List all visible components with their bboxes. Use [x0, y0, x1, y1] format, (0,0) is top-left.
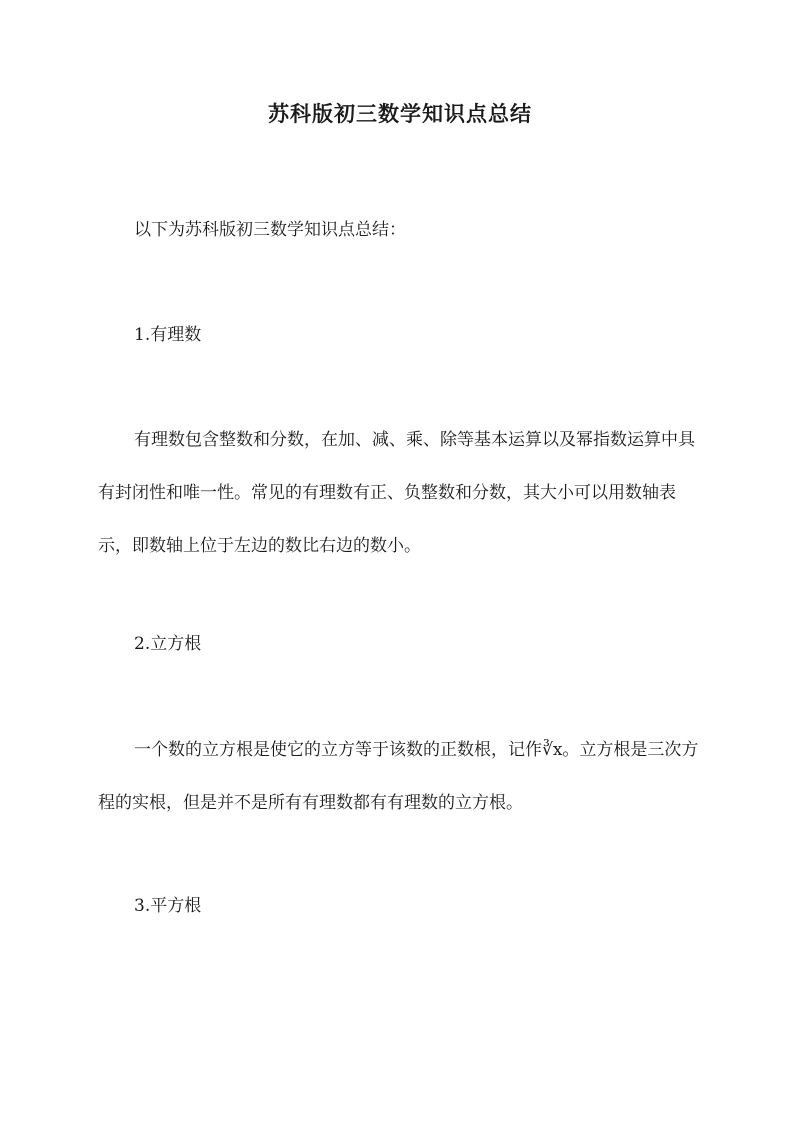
section-heading-2: 2.立方根: [134, 634, 202, 654]
section-heading-1: 1.有理数: [134, 325, 202, 345]
section-body-1: 有理数包含整数和分数，在加、减、乘、除等基本运算以及幂指数运算中具有封闭性和唯一性。常见的有理数有正、负整数和分数，其大小可以用数轴表示，即数轴上位于左边的数比右边的数小。: [98, 430, 695, 556]
document-title: 苏科版初三数学知识点总结: [268, 101, 532, 126]
intro-paragraph: 以下为苏科版初三数学知识点总结：: [134, 220, 406, 240]
section-heading-3: 3.平方根: [134, 896, 202, 916]
section-body-2: 一个数的立方根是使它的立方等于该数的正数根，记作∛x。立方根是三次方程的实根，但是并不是所有有理数都有有理数的立方根。: [98, 740, 699, 813]
